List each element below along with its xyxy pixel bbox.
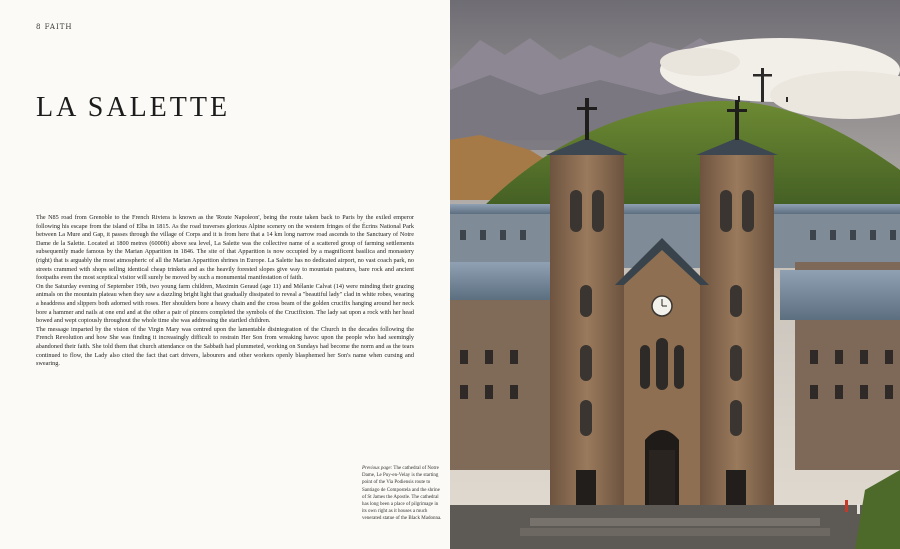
hilltop-cross <box>761 68 764 102</box>
page-folio: 8 FAITH <box>36 23 73 31</box>
paragraph-2: On the Saturday evening of September 19th, two young farm children, Maximin Geraud (age 11) and Mélanie Calvat (14) were minding their grazing animals on the mountain plateau when they saw a dazzling bright light that gradually dissipated to reveal a "beautiful lady" clad in white robes, wearing a headdress and slippers both adorned with roses. Her shoulders bore a heavy chain and the cross beam of the golden crucifix hanging around her neck bore a hammer and nails at one end and at the other a pair of pincers completed the symbols of the Crucifixion. The lady sat upon a rock with her head bowed and wept copiously throughout the whole time she was addressing the startled children. <box>36 282 414 325</box>
caption-text: The cathedral of Notre Dame, Le Puy-en-Velay is the starting point of the Via Podiensis route to Santiago de Compostela and the shrine of St James the Apostle. The cathedral has long been a place of pilgrimage in its own right as it houses a much venerated statue of the Black Madonna. <box>362 466 442 522</box>
caption-lead: Previous page: <box>362 466 393 471</box>
rose-window-arch <box>656 338 668 390</box>
right-page-photo <box>450 0 900 549</box>
basilica-photo <box>450 0 900 549</box>
right-tower-cross <box>735 100 739 140</box>
forecourt <box>450 505 900 549</box>
page-title: LA SALETTE <box>36 92 231 123</box>
photo-caption <box>362 465 444 523</box>
paragraph-3: The message imparted by the vision of the Virgin Mary was centred upon the lamentable disintegration of the Church in the decades following the French Revolution and how She was finding it increasingly difficult to restrain Her Son from wreaking havoc upon the people who had seemingly abandoned their faith. She told them that church attendance on the Sabbath had plummeted, working on Sundays had become the norm and as the tears continued to flow, the Lady also cited the fact that cart drivers, labourers and other workers openly blasphemed her Son's name when cursing and swearing. <box>36 325 414 368</box>
left-tower-cross <box>585 98 589 140</box>
article-body <box>36 214 414 369</box>
paragraph-1: The N85 road from Grenoble to the French Riviera is known as the 'Route Napoleon', being the route taken back to Paris by the exiled emperor following his escape from the island of Elba in 1815. As the road traverses glorious Alpine scenery on the western fringes of the Écrins National Park between La Mure and Gap, it passes through the village of Corps and it is from here that a 14 km long narrow road ascends to the Sanctuary of Notre Dame de la Salette. Located at 1800 metres (6000ft) above sea level, La Salette was the collective name of a scattered group of farming settlements subsequently made famous by the Marian Apparition in 1846. The site of that Apparition is now occupied by a magnificent basilica and monastery (right) that is arguably the most atmospheric of all the Marian Apparition shrines in Europe. La Salette has no dedicated airport, no vast coach park, no streets crammed with shops selling identical cheap trinkets and as the heavily forested slopes give way to mountain pastures, bare rock and ancient footpaths even the most sceptical visitor will surely be moved by such a monumental manifestation of faith. <box>36 214 414 282</box>
